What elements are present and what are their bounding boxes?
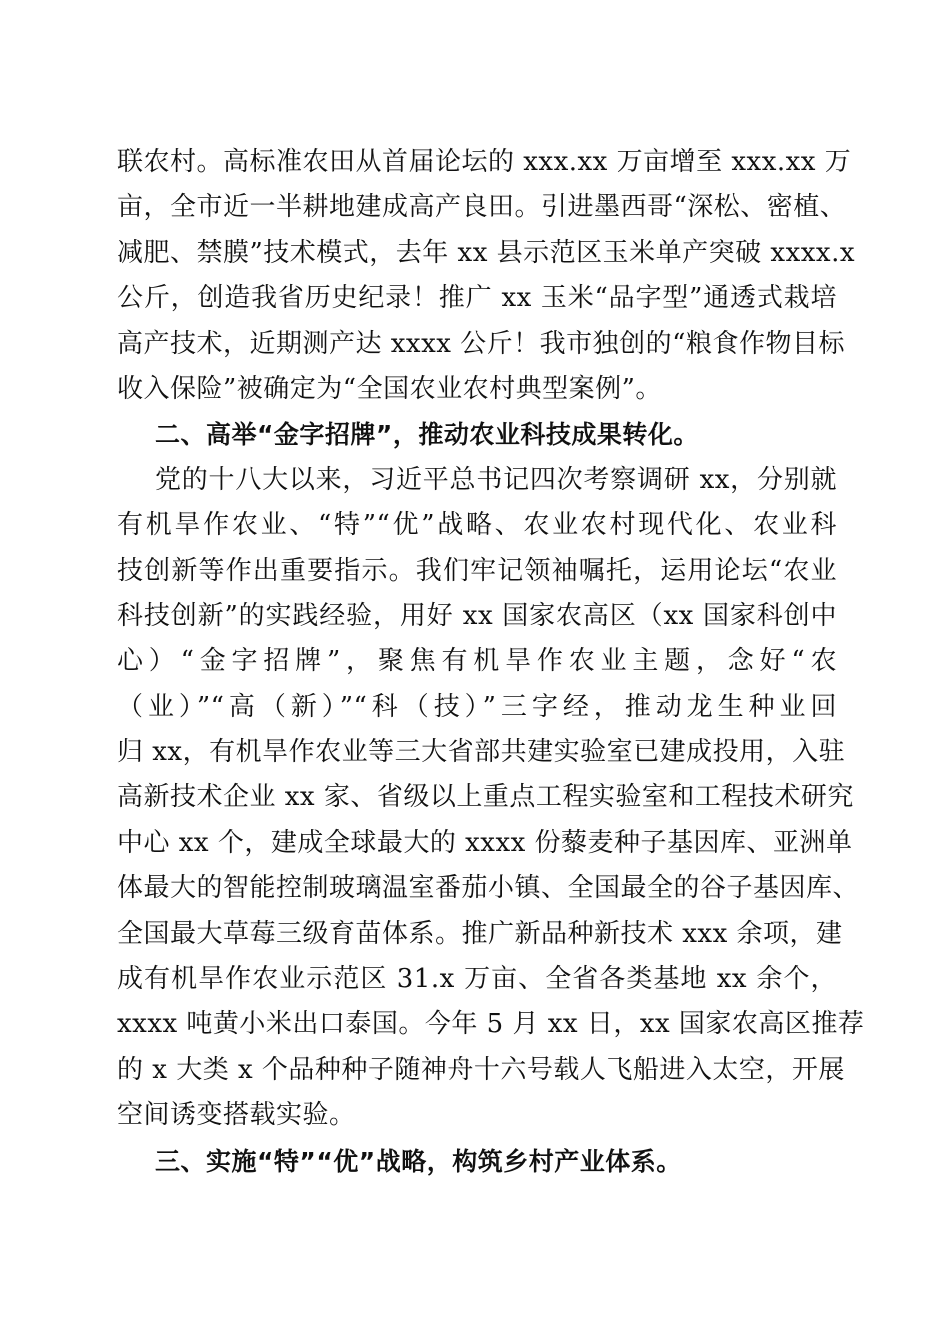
text-line: （业）”“高（新）”“科（技）”三字经，推动龙生种业回: [117, 691, 837, 722]
section-heading-3: 三、实施“特”“优”战略，构筑乡村产业体系。: [155, 1146, 682, 1176]
text-line: 体最大的智能控制玻璃温室番茄小镇、全国最全的谷子基因库、: [117, 873, 860, 904]
text-line: 亩，全市近一半耕地建成高产良田。引进墨西哥“深松、密植、: [117, 192, 847, 223]
section-heading-2: 二、高举“金字招牌”，推动农业科技成果转化。: [155, 420, 699, 450]
paragraph-farmland: [117, 140, 855, 412]
text-line: 空间诱变搭载实验。: [117, 1100, 356, 1131]
text-line: 高产技术，近期测产达 xxxx 公斤！我市独创的“粮食作物目标: [117, 328, 845, 359]
paragraph-tech-transfer: [117, 458, 865, 1139]
text-line: 公斤，创造我省历史纪录！推广 xx 玉米“品字型”通透式栽培: [117, 283, 837, 314]
text-line: xxxx 吨黄小米出口泰国。今年 5 月 xx 日，xx 国家农高区推荐: [117, 1009, 865, 1040]
text-line: 有机旱作农业、“特”“优”战略、农业农村现代化、农业科: [117, 510, 837, 541]
text-line: 全国最大草莓三级育苗体系。推广新品种新技术 xxx 余项，建: [117, 918, 843, 949]
text-line: 技创新等作出重要指示。我们牢记领袖嘱托，运用论坛“农业: [117, 555, 837, 586]
text-line: 归 xx，有机旱作农业等三大省部共建实验室已建成投用，入驻: [117, 737, 846, 768]
text-line: 减肥、禁膜”技术模式，去年 xx 县示范区玉米单产突破 xxxx.x: [117, 237, 855, 268]
text-line: 联农村。高标准农田从首届论坛的 xxx.xx 万亩增至 xxx.xx 万: [117, 147, 852, 177]
text-line: 科技创新”的实践经验，用好 xx 国家农高区（xx 国家科创中: [117, 600, 837, 631]
text-line: 心）“金字招牌”，聚焦有机旱作农业主题，念好“农: [117, 646, 837, 677]
text-line: 成有机旱作农业示范区 31.x 万亩、全省各类基地 xx 余个，: [117, 964, 837, 995]
text-line: 的 x 大类 x 个品种种子随神舟十六号载人飞船进入太空，开展: [117, 1054, 845, 1085]
text-line: 中心 xx 个，建成全球最大的 xxxx 份藜麦种子基因库、亚洲单: [117, 827, 853, 858]
text-line: 党的十八大以来，习近平总书记四次考察调研 xx，分别就: [155, 464, 837, 495]
text-line: 收入保险”被确定为“全国农业农村典型案例”。: [117, 373, 662, 404]
document-body: [117, 140, 865, 1184]
text-line: 高新技术企业 xx 家、省级以上重点工程实验室和工程技术研究: [117, 782, 854, 813]
